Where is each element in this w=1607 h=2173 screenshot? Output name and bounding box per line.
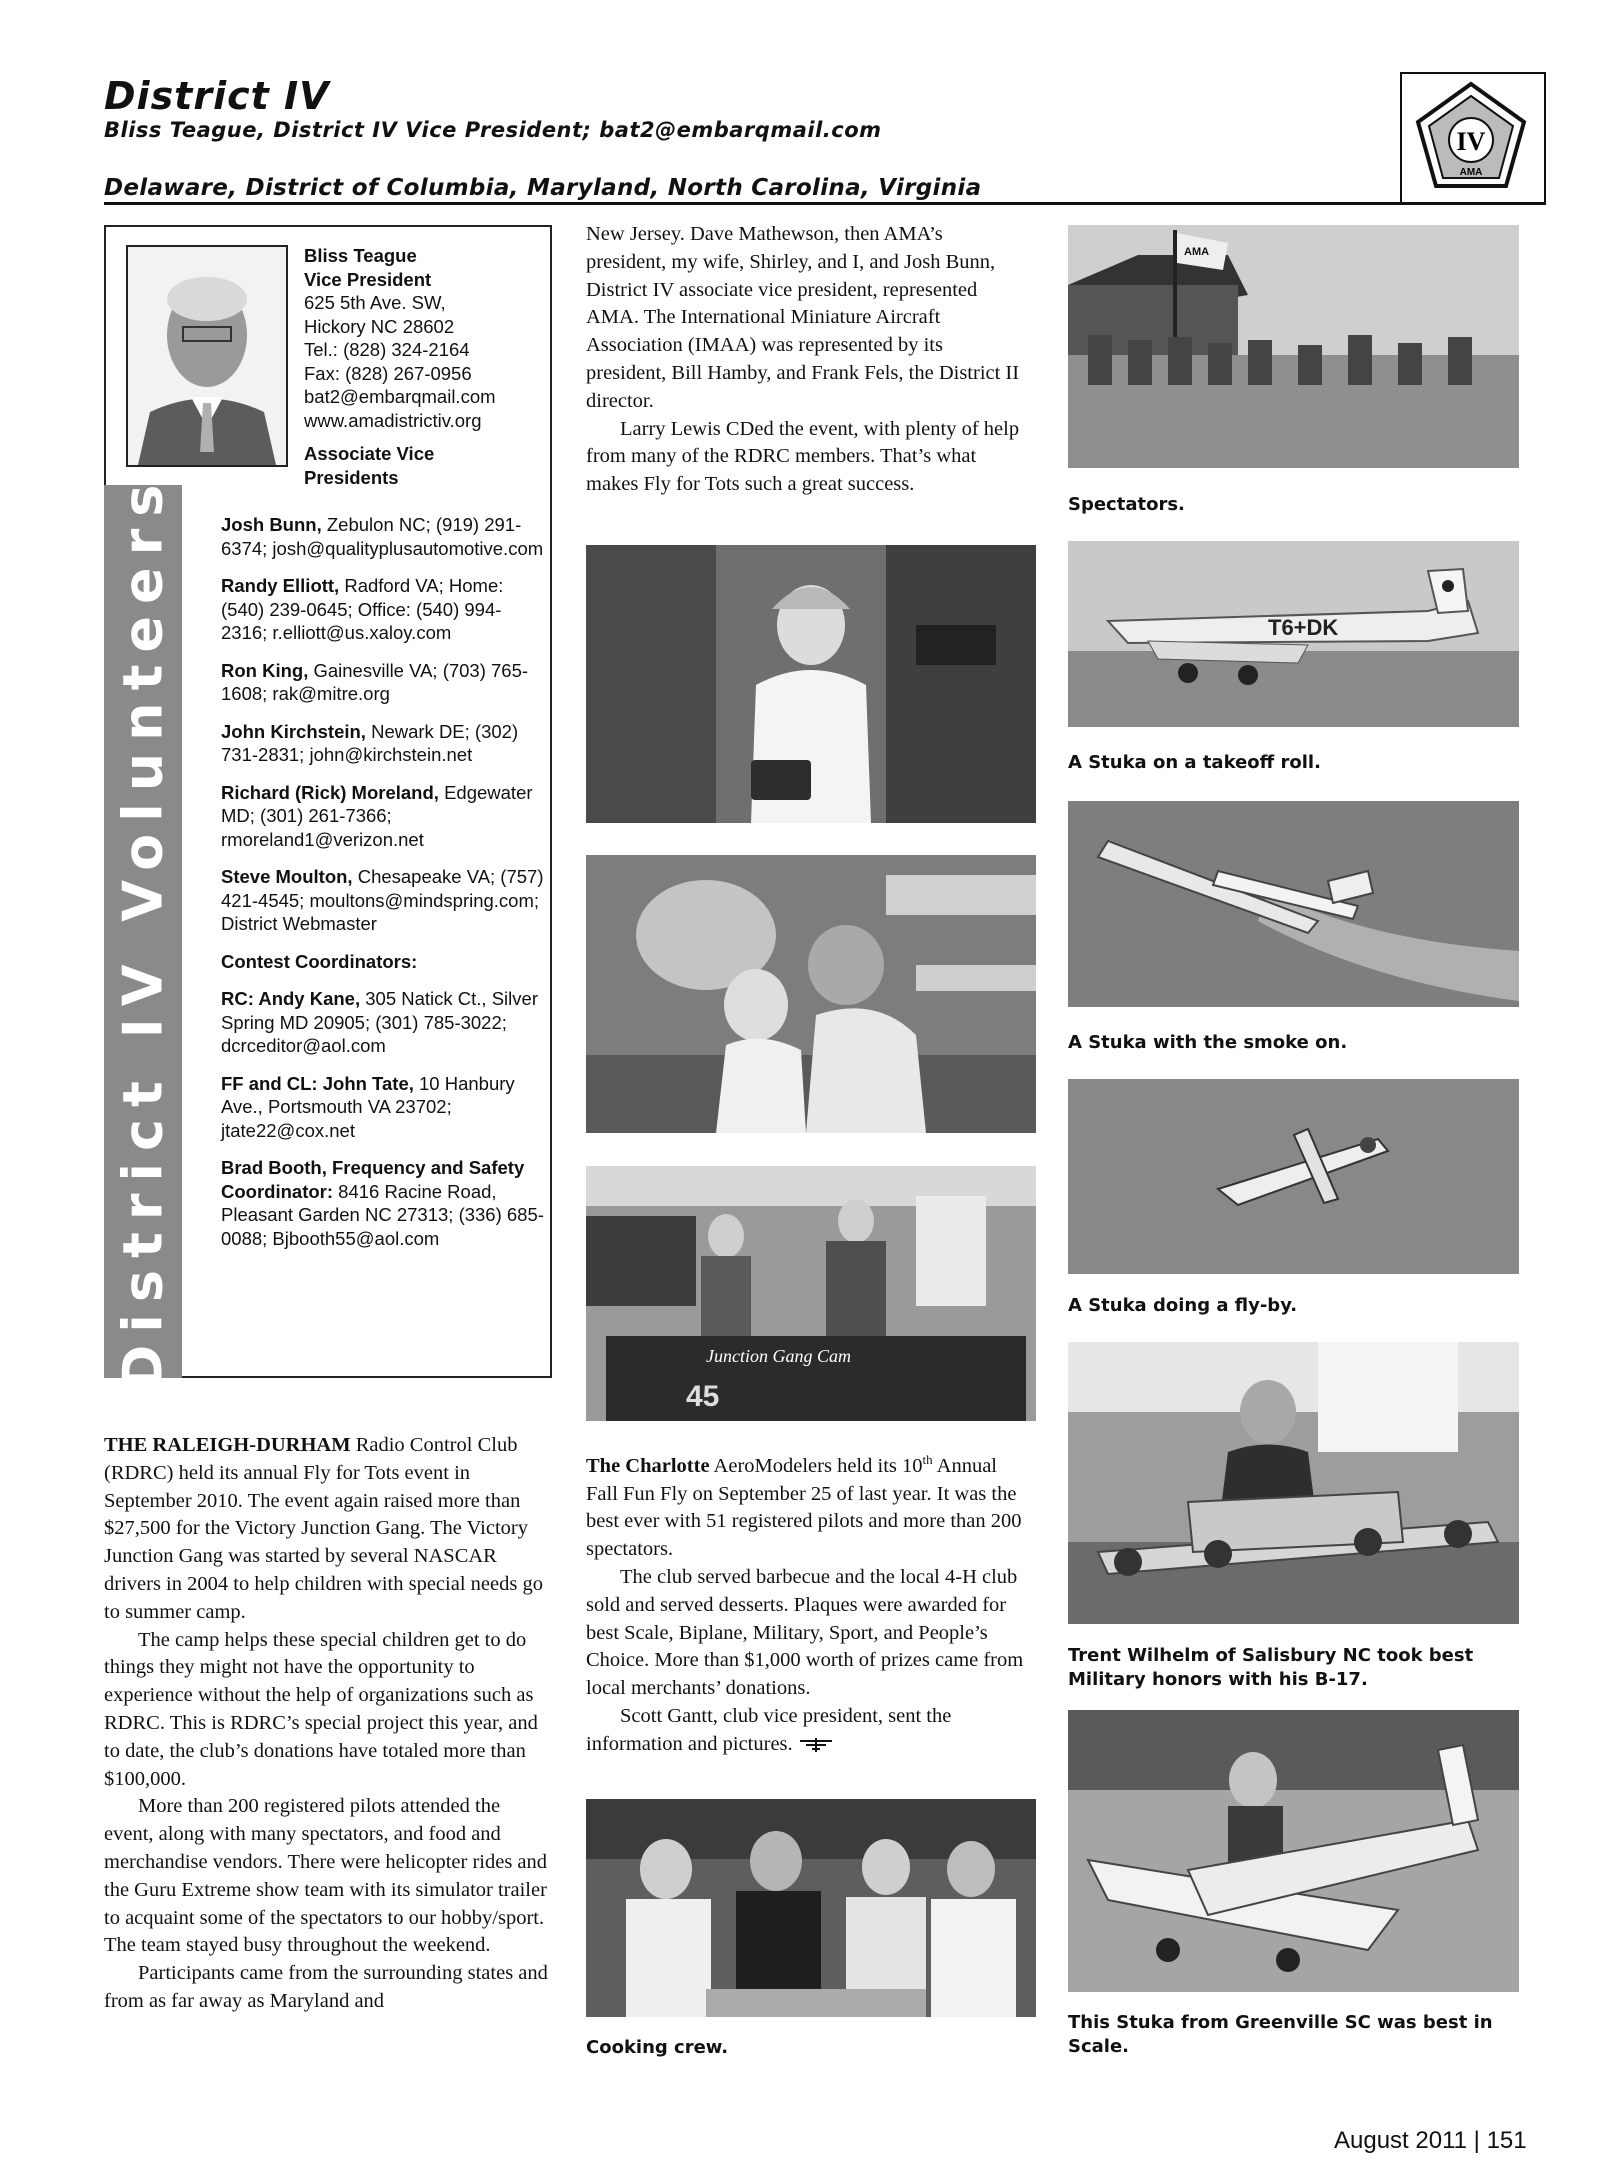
article-paragraph xyxy=(104,1432,552,1627)
volunteer-entry xyxy=(221,659,546,706)
vp-fax: Fax: (828) 267-0956 xyxy=(304,362,472,384)
caption-greenville: This Stuka from Greenville SC was best in Scale. xyxy=(1068,2012,1493,2057)
contest-heading: Contest Coordinators: xyxy=(221,950,418,972)
photo-child-and-man xyxy=(586,855,1036,1133)
volunteer-name: Ron King, xyxy=(221,659,309,681)
photo-vendor-tent xyxy=(586,1166,1036,1421)
caption-trent: Trent Wilhelm of Salisbury NC took best Military honors with his B-17. xyxy=(1068,1645,1474,1690)
article-column-left xyxy=(104,1432,552,2016)
photo-boy-with-transmitter xyxy=(586,545,1036,823)
volunteer-name: Randy Elliott, xyxy=(221,575,340,596)
volunteer-details: Newark DE; (302) 731-2831; john@kirchstein.net xyxy=(221,720,519,765)
volunteer-name: John Kirchstein, xyxy=(221,720,366,742)
tent-number: 45 xyxy=(686,1380,720,1413)
caption-takeoff: A Stuka on a takeoff roll. xyxy=(1068,752,1321,773)
section-title: District IV xyxy=(104,74,330,118)
caption-flyby: A Stuka doing a fly-by. xyxy=(1068,1295,1298,1316)
logo-roman-numeral: IV xyxy=(1456,127,1486,156)
district-states: Delaware, District of Columbia, Maryland, North Carolina, Virginia xyxy=(104,175,982,201)
coordinator-details: 305 Natick Ct., Silver Spring MD 20905; (301) 785-3022; dcrceditor@aol.com xyxy=(221,988,538,1056)
article-paragraph: New Jersey. Dave Mathewson, then AMA’s president, my wife, Shirley, and I, and Josh Bunn, District IV associate vice president, represented AMA. The International Miniature Aircraft Association (IMAA) was represented by its president, Bill Hamby, and Frank Fels, the District II director. xyxy=(586,223,1020,412)
ordinal-suffix: th xyxy=(922,1452,933,1467)
district-iv-emblem-icon xyxy=(1402,74,1540,198)
vp-email[interactable]: bat2@embarqmail.com xyxy=(304,386,496,407)
article-paragraph: Larry Lewis CDed the event, with plenty of help from many of the RDRC members. That’s what makes Fly for Tots such a great success. xyxy=(586,417,1020,496)
volunteer-list xyxy=(221,513,546,1264)
article-paragraph xyxy=(586,1446,1026,1564)
article-paragraph: The club served barbecue and the local 4-H club sold and served desserts. Plaques were awarded for best Scale, Biplane, Military, Sport, and People’s Choice. More than $1,000 worth of prizes came from local merchants’ donations. xyxy=(586,1566,1024,1700)
article-paragraph: The camp helps these special children get to do things they might not have the opportunity to experience without the help of organizations such as RDRC. This is RDRC’s special project this year, and to date, the club’s donations have totaled more than $100,000. xyxy=(104,1628,538,1790)
portrait-photo xyxy=(128,247,286,465)
folio-separator: | xyxy=(1473,2127,1480,2154)
volunteer-name: Steve Moulton, xyxy=(221,866,353,887)
vp-contact xyxy=(304,244,544,489)
volunteer-entry xyxy=(221,865,546,936)
article-column-middle-bottom xyxy=(586,1446,1026,1759)
coordinator-entry xyxy=(221,1156,546,1250)
coordinator-name: RC: Andy Kane, xyxy=(221,988,361,1009)
article-text: Scott Gantt, club vice president, sent the information and pictures. xyxy=(586,1705,952,1755)
volunteer-details: Edgewater MD; (301) 261-7366; rmoreland1@verizon.net xyxy=(221,781,533,850)
coordinator-name: FF and CL: John Tate, xyxy=(221,1072,414,1094)
coordinator-details: 8416 Racine Road, Pleasant Garden NC 27313; (336) 685-0088; Bjbooth55@aol.com xyxy=(221,1180,544,1249)
article-paragraph: More than 200 registered pilots attended the event, along with many spectators, and food and merchandise vendors. There were helicopter rides and the Guru Extreme show team with its simulator trailer to acquaint some of the spectators to our hobby/sport. The team stayed busy throughout the weekend. xyxy=(104,1795,548,1957)
end-mark-plane-icon xyxy=(798,1736,834,1754)
section-subtitle: Bliss Teague, District IV Vice President; bat2@embarqmail.com xyxy=(104,118,882,142)
volunteers-vertical-bar xyxy=(104,472,182,1390)
volunteers-vertical-title: District IV Volunteers xyxy=(111,472,175,1390)
page-folio xyxy=(1334,2127,1527,2155)
coordinator-name: Brad Booth, Frequency and Safety Coordinator: xyxy=(221,1157,525,1202)
vp-address2: Hickory NC 28602 xyxy=(304,315,455,337)
caption-smoke: A Stuka with the smoke on. xyxy=(1068,1032,1348,1053)
header-rule xyxy=(104,202,1546,205)
volunteer-entry xyxy=(221,720,546,767)
volunteer-entry xyxy=(221,513,546,560)
volunteer-name: Josh Bunn, xyxy=(221,514,322,535)
article-lead: THE RALEIGH-DURHAM xyxy=(104,1434,351,1456)
caption-spectators: Spectators. xyxy=(1068,494,1185,515)
article-text: Radio Control Club (RDRC) held its annual Fly for Tots event in September 2010. The event again raised more than $27,500 for the Victory Junction Gang. The Victory Junction Gang was started by several NASCAR drivers in 2004 to help children with special needs go to summer camp. xyxy=(104,1434,543,1623)
spectator-flag-text: AMA xyxy=(1184,246,1210,258)
article-paragraph xyxy=(586,1703,1026,1759)
vp-role: Vice President xyxy=(304,268,432,290)
article-column-middle-top xyxy=(586,221,1026,499)
photo-spectators xyxy=(1068,225,1519,468)
stuka-code: T6+DK xyxy=(1268,615,1339,640)
volunteer-entry xyxy=(221,781,546,852)
volunteer-details: Radford VA; Home: (540) 239-0645; Office: (540) 994-2316; r.elliott@us.xaloy.com xyxy=(221,575,504,643)
logo-org: AMA xyxy=(1459,167,1483,178)
photo-stuka-scale xyxy=(1068,1710,1519,1992)
district-logo xyxy=(1400,72,1546,204)
article-text: AeroModelers held its 10 xyxy=(709,1454,923,1477)
coordinator-entry xyxy=(221,1072,546,1143)
coordinator-entry xyxy=(221,987,546,1058)
avp-heading: Associate Vice Presidents xyxy=(304,443,435,488)
photo-stuka-smoke xyxy=(1068,801,1519,1007)
tent-banner-text: Junction Gang Cam xyxy=(706,1346,851,1366)
coordinator-details: 10 Hanbury Ave., Portsmouth VA 23702; jtate22@cox.net xyxy=(221,1072,515,1141)
vp-address1: 625 5th Ave. SW, xyxy=(304,292,446,313)
photo-cooking-crew xyxy=(586,1799,1036,2017)
folio-page-number: 151 xyxy=(1486,2127,1527,2154)
caption-cooking: Cooking crew. xyxy=(586,2037,729,2058)
photo-b17-winner xyxy=(1068,1342,1519,1624)
volunteer-details: Zebulon NC; (919) 291-6374; josh@qualityplusautomotive.com xyxy=(221,514,544,559)
vp-website[interactable]: www.amadistrictiv.org xyxy=(304,409,482,431)
volunteer-details: Gainesville VA; (703) 765-1608; rak@mitre.org xyxy=(221,659,529,704)
volunteer-name: Richard (Rick) Moreland, xyxy=(221,781,439,803)
folio-issue: August 2011 xyxy=(1334,2127,1467,2154)
charlotte-lead: The Charlotte xyxy=(586,1454,710,1477)
article-text: Annual Fall Fun Fly on September 25 of last year. It was the best ever with 51 registered pilots and more than 200 spectators. xyxy=(586,1454,1022,1561)
vp-name: Bliss Teague xyxy=(304,245,417,266)
photo-stuka-flyby xyxy=(1068,1079,1519,1274)
volunteer-details: Chesapeake VA; (757) 421-4545; moultons@mindspring.com; District Webmaster xyxy=(221,866,544,934)
volunteer-entry xyxy=(221,574,546,645)
photo-stuka-takeoff xyxy=(1068,541,1519,727)
vp-tel: Tel.: (828) 324-2164 xyxy=(304,339,470,360)
article-paragraph: Participants came from the surrounding states and from as far away as Maryland and xyxy=(104,1962,548,2012)
vp-portrait xyxy=(126,245,288,467)
